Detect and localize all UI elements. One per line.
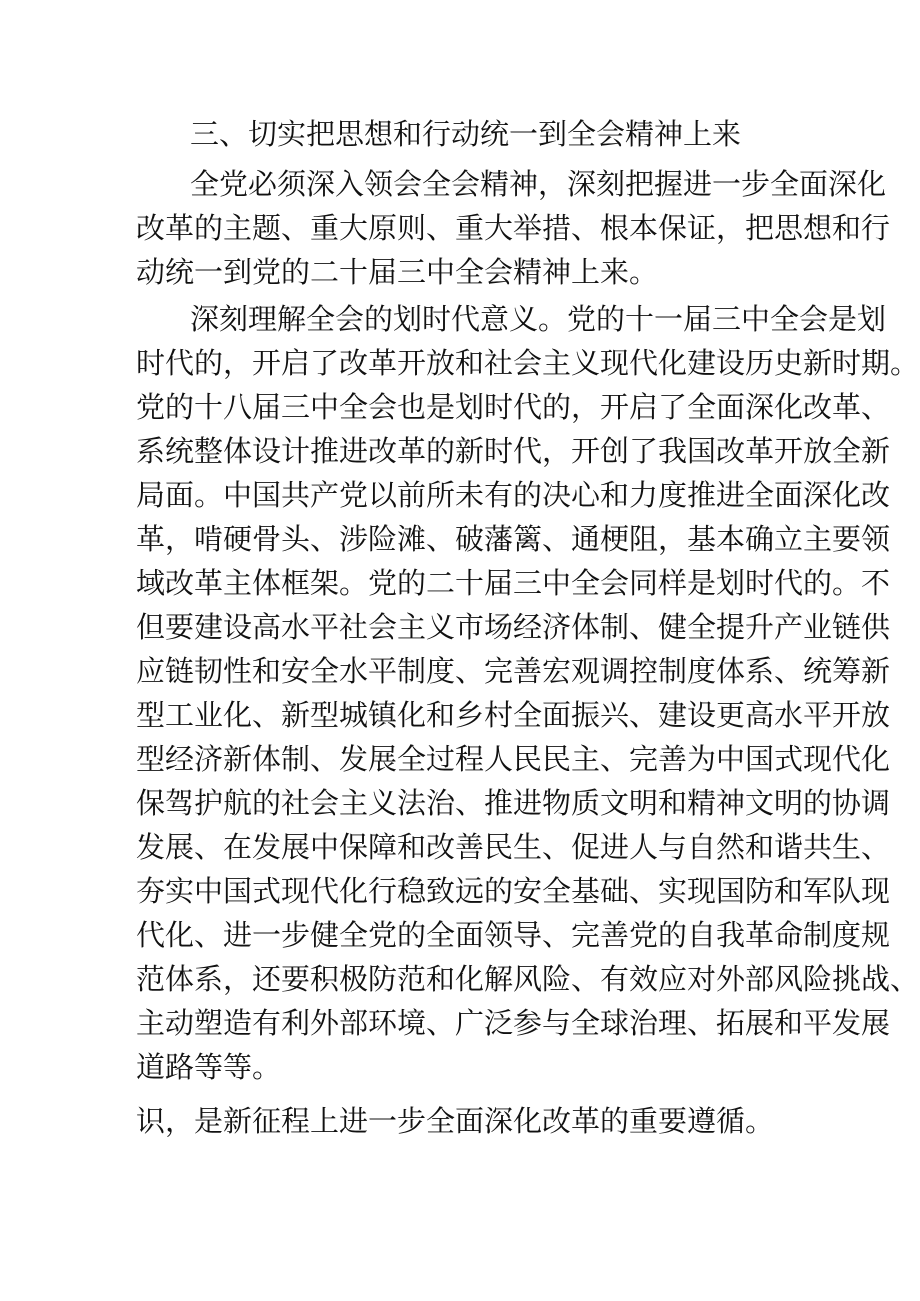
paragraph-2-line: 党的十八届三中全会也是划时代的，开启了全面深化改革、 [136,390,891,424]
paragraph-1-line: 动统一到党的二十届三中全会精神上来。 [136,255,659,289]
paragraph-2-line: 型工业化、新型城镇化和乡村全面振兴、建设更高水平开放 [136,698,891,732]
paragraph-2-line: 保驾护航的社会主义法治、推进物质文明和精神文明的协调 [136,786,891,820]
paragraph-2-line: 主动塑造有利外部环境、广泛参与全球治理、拓展和平发展 [136,1006,891,1040]
section-heading: 三、切实把思想和行动统一到全会精神上来 [190,117,742,151]
paragraph-2-line: 型经济新体制、发展全过程人民民主、完善为中国式现代化 [136,742,891,776]
paragraph-2-line: 道路等等。 [136,1050,282,1084]
paragraph-2-line: 但要建设高水平社会主义市场经济体制、健全提升产业链供 [136,610,891,644]
paragraph-2-line: 域改革主体框架。党的二十届三中全会同样是划时代的。不 [136,566,891,600]
paragraph-1-line: 全党必须深入领会全会精神，深刻把握进一步全面深化 [190,167,887,201]
paragraph-3-line: 识，是新征程上进一步全面深化改革的重要遵循。 [136,1104,775,1138]
paragraph-2-line: 时代的，开启了改革开放和社会主义现代化建设历史新时期。 [136,346,920,380]
paragraph-2-line: 革，啃硬骨头、涉险滩、破藩篱、通梗阻，基本确立主要领 [136,522,891,556]
paragraph-2-line: 夯实中国式现代化行稳致远的安全基础、实现国防和军队现 [136,874,891,908]
paragraph-2-line: 系统整体设计推进改革的新时代，开创了我国改革开放全新 [136,434,891,468]
paragraph-1-line: 改革的主题、重大原则、重大举措、根本保证，把思想和行 [136,211,891,245]
paragraph-2-line: 范体系，还要积极防范和化解风险、有效应对外部风险挑战、 [136,962,920,996]
paragraph-2-line: 代化、进一步健全党的全面领导、完善党的自我革命制度规 [136,918,891,952]
paragraph-2-line: 深刻理解全会的划时代意义。党的十一届三中全会是划 [190,302,887,336]
paragraph-2-line: 发展、在发展中保障和改善民生、促进人与自然和谐共生、 [136,830,891,864]
paragraph-2-line: 应链韧性和安全水平制度、完善宏观调控制度体系、统筹新 [136,654,891,688]
paragraph-2-line: 局面。中国共产党以前所未有的决心和力度推进全面深化改 [136,478,891,512]
